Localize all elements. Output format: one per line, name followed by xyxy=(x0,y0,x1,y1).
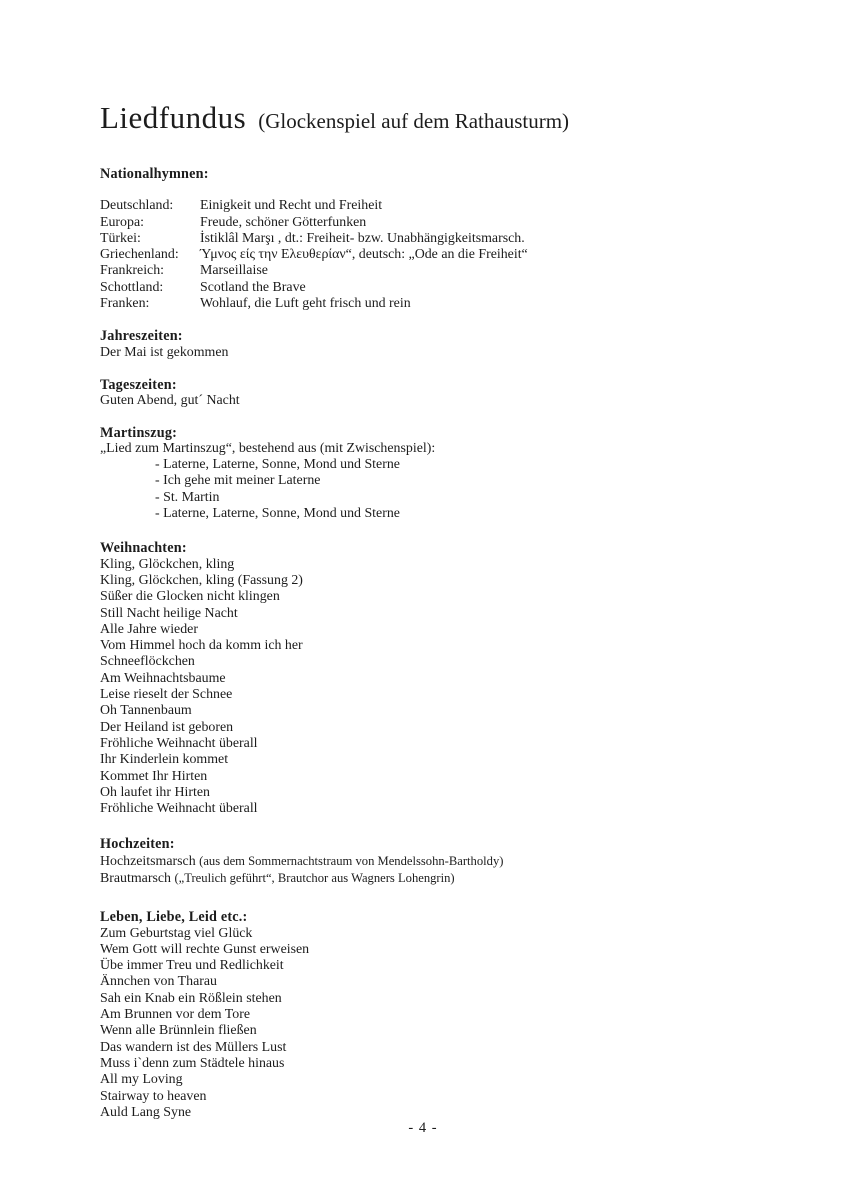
title-main: Liedfundus xyxy=(100,100,247,135)
song-line: Auld Lang Syne xyxy=(100,1104,192,1120)
song-line xyxy=(100,853,786,870)
song-line: Übe immer Treu und Redlichkeit xyxy=(100,958,284,974)
section-heading-tageszeiten: Tageszeiten: xyxy=(100,376,177,393)
song-line: Kling, Glöckchen, kling xyxy=(100,556,235,572)
song-line: - St. Martin xyxy=(155,489,220,505)
song-line: Das wandern ist des Müllers Lust xyxy=(100,1039,287,1055)
section-heading-hochzeiten: Hochzeiten: xyxy=(100,836,175,853)
section-leben-liebe-leid xyxy=(100,909,786,1121)
anthem-title: Ύμνος είς την Ελευθερίαν“, deutsch: „Ode an die Freiheit“ xyxy=(200,247,528,263)
song-line: All my Loving xyxy=(100,1072,183,1088)
song-line: Guten Abend, gut´ Nacht xyxy=(100,393,240,409)
page-title xyxy=(100,99,786,136)
song-line: Alle Jahre wieder xyxy=(100,621,198,637)
anthem-row xyxy=(100,296,786,312)
section-heading-martinszug: Martinszug: xyxy=(100,424,178,441)
weihnachten-song-list xyxy=(100,557,786,818)
song-line: Wem Gott will rechte Gunst erweisen xyxy=(100,941,310,957)
section-heading-weihnachten: Weihnachten: xyxy=(100,540,187,557)
anthem-row xyxy=(100,231,786,247)
song-line: Schneeflöckchen xyxy=(100,654,195,670)
song-line: Kling, Glöckchen, kling (Fassung 2) xyxy=(100,572,303,588)
song-line: Oh laufet ihr Hirten xyxy=(100,784,210,800)
song-line: - Laterne, Laterne, Sonne, Mond und Sterne xyxy=(155,457,400,473)
song-line: Der Mai ist gekommen xyxy=(100,344,229,360)
section-hochzeiten xyxy=(100,836,786,887)
anthem-row xyxy=(100,280,786,296)
section-tageszeiten xyxy=(100,377,786,410)
song-line: Am Brunnen vor dem Tore xyxy=(100,1007,250,1023)
song-line: Still Nacht heilige Nacht xyxy=(100,605,238,621)
martinszug-item-list xyxy=(100,457,786,522)
anthem-title: Einigkeit und Recht und Freiheit xyxy=(200,198,383,214)
section-heading-leben-liebe-leid: Leben, Liebe, Leid etc.: xyxy=(100,909,248,926)
section-jahreszeiten xyxy=(100,328,786,361)
country-label: Frankreich: xyxy=(100,263,165,279)
country-label: Schottland: xyxy=(100,279,164,295)
song-line: Stairway to heaven xyxy=(100,1088,207,1104)
leben-song-list xyxy=(100,926,786,1122)
jahreszeiten-song-list xyxy=(100,345,786,361)
song-line: Sah ein Knab ein Rößlein stehen xyxy=(100,990,282,1006)
country-label: Türkei: xyxy=(100,230,141,246)
song-line: Fröhliche Weihnacht überall xyxy=(100,735,258,751)
country-label: Griechenland: xyxy=(100,247,179,263)
country-label: Franken: xyxy=(100,296,150,312)
page-number: - 4 - xyxy=(408,1120,438,1136)
title-subtitle: (Glockenspiel auf dem Rathausturm) xyxy=(258,109,570,133)
song-line: Süßer die Glocken nicht klingen xyxy=(100,589,280,605)
song-line: Ännchen von Tharau xyxy=(100,974,218,990)
song-line xyxy=(100,870,786,887)
song-line: Ihr Kinderlein kommet xyxy=(100,752,229,768)
song-line: - Ich gehe mit meiner Laterne xyxy=(155,473,321,489)
anthem-row xyxy=(100,215,786,231)
country-label: Europa: xyxy=(100,214,144,230)
song-line: - Laterne, Laterne, Sonne, Mond und Sterne xyxy=(155,506,400,522)
hochzeiten-song-list xyxy=(100,853,786,888)
anthem-row xyxy=(100,263,786,279)
country-label: Deutschland: xyxy=(100,198,174,214)
song-title: Brautmarsch xyxy=(100,870,175,886)
song-line: Fröhliche Weihnacht überall xyxy=(100,801,258,817)
song-line: Oh Tannenbaum xyxy=(100,703,192,719)
anthem-row xyxy=(100,247,786,263)
anthem-title: Marseillaise xyxy=(200,263,268,279)
song-line: Leise rieselt der Schnee xyxy=(100,687,233,703)
anthem-title: Freude, schöner Götterfunken xyxy=(200,214,367,230)
anthem-title: İstiklâl Marşı , dt.: Freiheit- bzw. Unabhängigkeitsmarsch. xyxy=(200,230,525,246)
song-line: Am Weihnachtsbaume xyxy=(100,670,226,686)
song-title: Hochzeitsmarsch xyxy=(100,853,200,869)
martinszug-intro: „Lied zum Martinszug“, bestehend aus (mit Zwischenspiel): xyxy=(100,440,436,456)
song-line: Zum Geburtstag viel Glück xyxy=(100,925,253,941)
section-heading-nationalhymnen: Nationalhymnen: xyxy=(100,166,209,182)
section-nationalhymnen xyxy=(100,166,786,312)
section-martinszug xyxy=(100,425,786,523)
song-line: Wenn alle Brünnlein fließen xyxy=(100,1023,257,1039)
anthem-list xyxy=(100,198,786,312)
anthem-title: Wohlauf, die Luft geht frisch und rein xyxy=(200,296,411,312)
song-line: Der Heiland ist geboren xyxy=(100,719,234,735)
song-subtitle: („Treulich geführt“, Brautchor aus Wagners Lohengrin) xyxy=(174,870,455,885)
tageszeiten-song-list xyxy=(100,393,786,409)
section-heading-jahreszeiten: Jahreszeiten: xyxy=(100,328,183,345)
song-subtitle: (aus dem Sommernachtstraum von Mendelssohn-Bartholdy) xyxy=(199,853,504,868)
section-weihnachten xyxy=(100,540,786,817)
anthem-title: Scotland the Brave xyxy=(200,279,306,295)
song-line: Muss i`denn zum Städtele hinaus xyxy=(100,1055,285,1071)
anthem-row xyxy=(100,198,786,214)
song-line: Kommet Ihr Hirten xyxy=(100,768,208,784)
song-line: Vom Himmel hoch da komm ich her xyxy=(100,638,303,654)
